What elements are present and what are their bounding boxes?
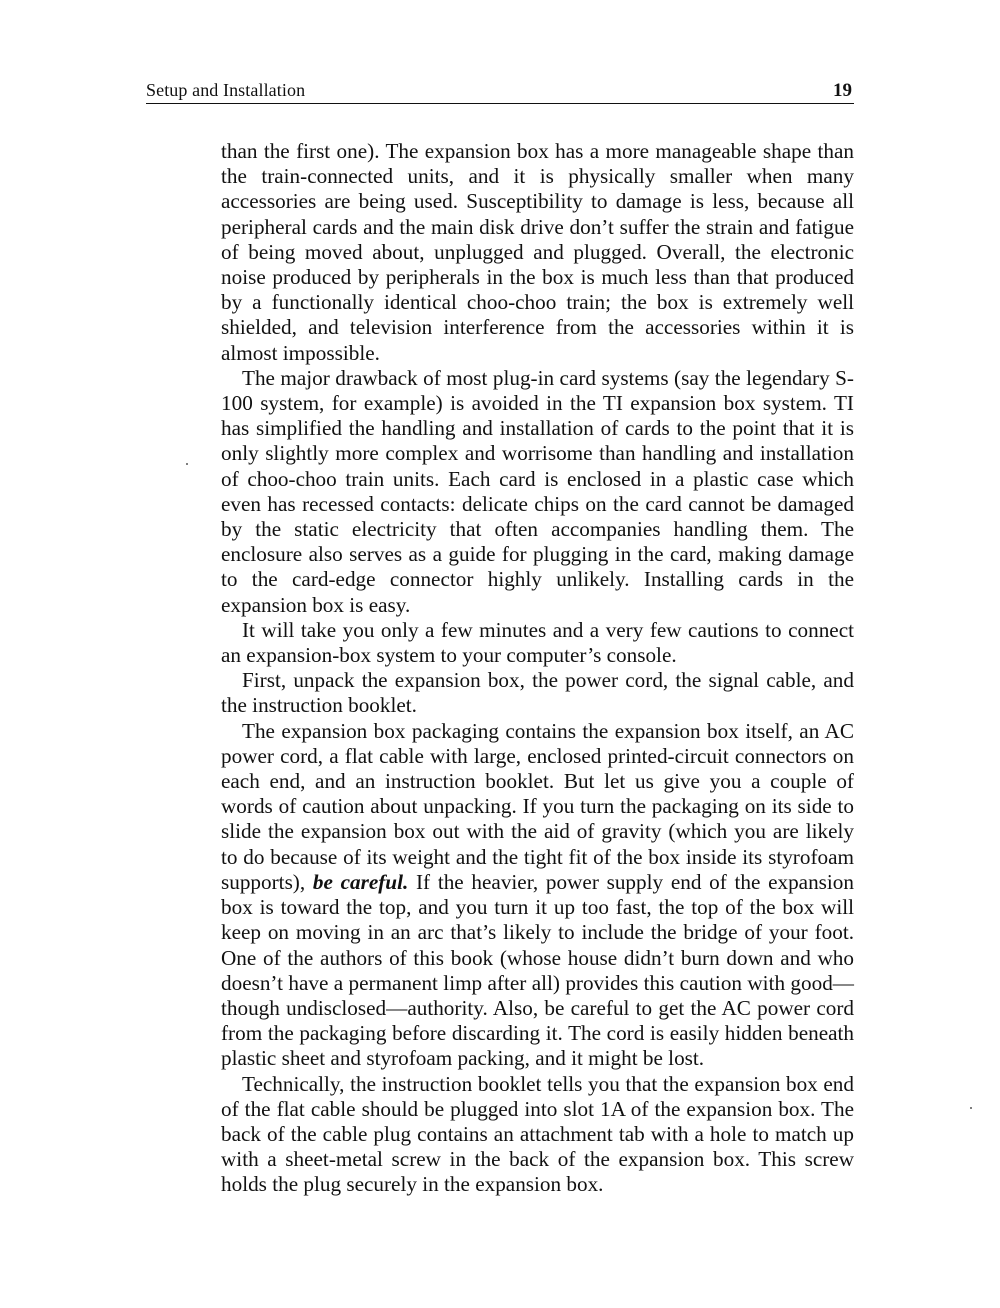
be-careful-emphasis: be careful. <box>312 869 409 894</box>
running-header <box>146 78 854 106</box>
paragraph-continuation: than the first one). The expansion box has a more manageable shape than the train-connected units, and it is physically smaller when many accessories are being used. Susceptibility to damage is less, because all peripheral cards and the main disk drive don’t suffer the strain and fatigue of being moved about, unplugged and plugged. Overall, the electronic noise produced by peripherals in the box is much less than that produced by a functionally identical choo-choo train; the box is extremely well shielded, and television interference from the accessories within it is almost impossible. <box>221 139 854 365</box>
page-number: 19 <box>833 80 852 101</box>
paragraph-card-systems: The major drawback of most plug-in card systems (say the legendary S-100 system, for example) is avoided in the TI expansion box system. TI has simplified the handling and installation of cards to the point that it is only slightly more complex and worrisome than handling and installation of choo-choo train units. Each card is enclosed in a plastic case which even has recessed contacts: delicate chips on the card cannot be damaged by the static electricity that often accompanies handling them. The enclosure also serves as a guide for plugging in the card, making damage to the card-edge connector highly unlikely. Installing cards in the expansion box is easy. <box>221 365 854 617</box>
scan-speck <box>186 463 188 465</box>
paragraph-unpack: First, unpack the expansion box, the power cord, the signal cable, and the instruction booklet. <box>221 668 854 718</box>
packaging-text-end: If the heavier, power supply end of the expansion box is toward the top, and you turn it up too fast, the top of the box will keep on moving in an arc that’s likely to include the bridge of your foot. One of the authors of this book (whose house didn’t burn down and who doesn’t have a permanent limp after all) provides this caution with good—though undisclosed—authority. Also, be careful to get the AC power cord from the packaging before discarding it. The cord is easily hidden beneath plastic sheet and styrofoam packing, and it might be lost. <box>221 869 854 1071</box>
body-text <box>221 139 854 1198</box>
scan-speck <box>970 1107 972 1109</box>
paragraph-packaging <box>221 719 854 1072</box>
packaging-text-start: The expansion box packaging contains the expansion box itself, an AC power cord, a flat cable with large, enclosed printed-circuit connectors on each end, and an instruction booklet. But let us give you a couple of words of caution about unpacking. If you turn the packaging on its side to slide the expansion box out with the aid of gravity (which you are likely to do because of its weight and the tight fit of the box inside its styrofoam supports), <box>221 718 854 894</box>
paragraph-connect-intro: It will take you only a few minutes and a very few cautions to connect an expansion-box system to your computer’s console. <box>221 617 854 668</box>
section-title: Setup and Installation <box>146 80 306 100</box>
header-rule <box>146 103 854 104</box>
paragraph-flat-cable: Technically, the instruction booklet tells you that the expansion box end of the flat cable should be plugged into slot 1A of the expansion box. The back of the cable plug contains an attachment tab with a hole to match up with a sheet-metal screw in the back of the expansion box. This screw holds the plug securely in the expansion box. <box>221 1071 854 1197</box>
